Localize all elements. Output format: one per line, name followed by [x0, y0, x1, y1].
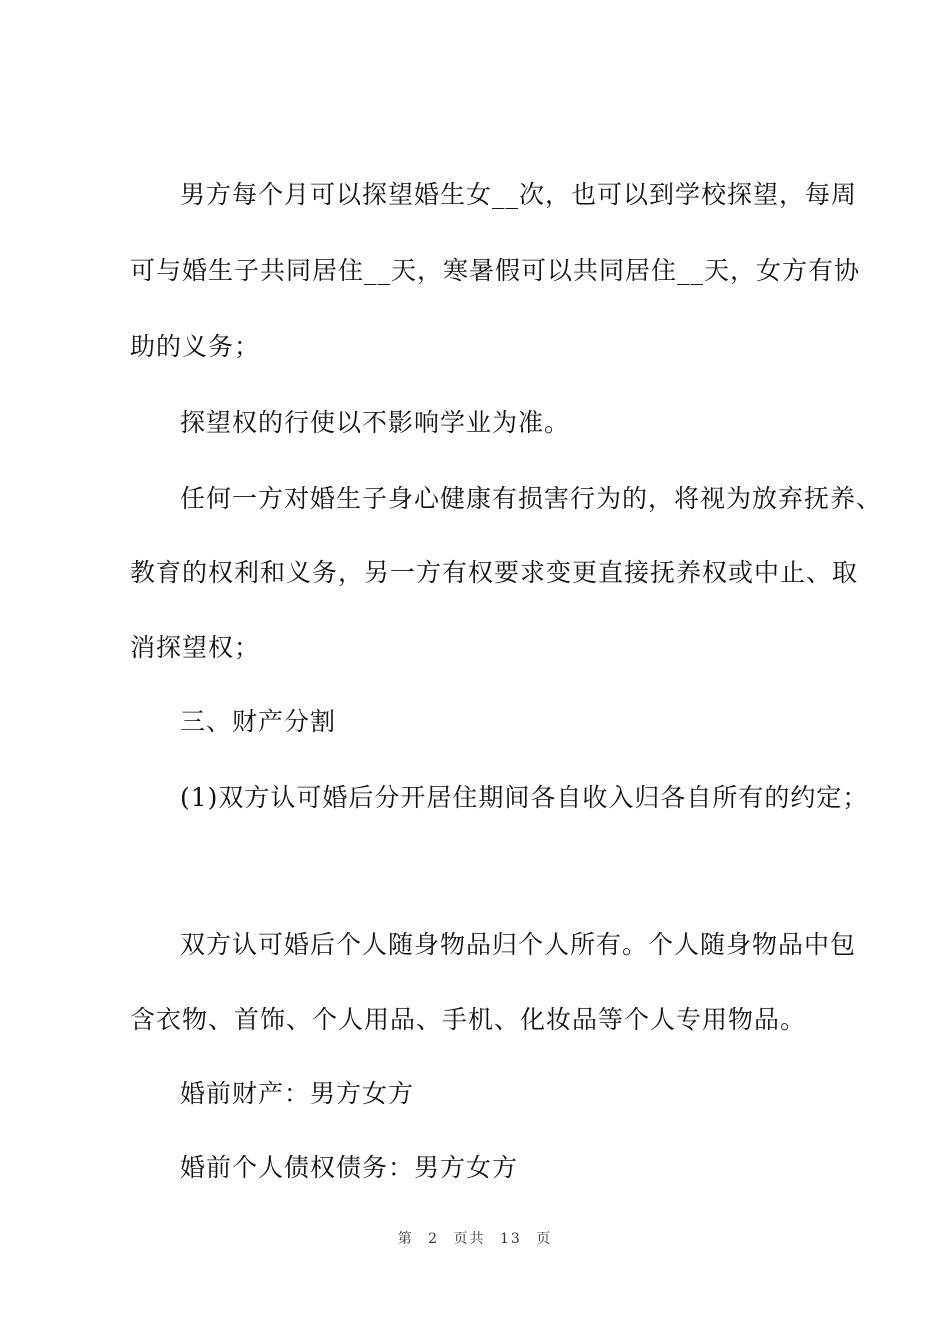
section-heading: 三、财产分割 [180, 707, 337, 736]
paragraph-line: 助的义务； [130, 332, 261, 361]
paragraph-line: 婚前个人债权债务：男方女方 [180, 1153, 519, 1182]
paragraph-line: 可与婚生子共同居住__天，寒暑假可以共同居住__天，女方有协 [130, 256, 861, 285]
paragraph-line: 双方认可婚后个人随身物品归个人所有。个人随身物品中包 [180, 930, 857, 959]
paragraph-line: (1)双方认可婚后分开居住期间各自收入归各自所有的约定； [180, 783, 869, 812]
paragraph-line: 探望权的行使以不影响学业为准。 [180, 408, 571, 437]
paragraph-line: 男方每个月可以探望婚生女__次，也可以到学校探望，每周 [180, 180, 858, 209]
paragraph-line: 消探望权； [130, 633, 261, 662]
paragraph-line: 含衣物、首饰、个人用品、手机、化妆品等个人专用物品。 [130, 1005, 807, 1034]
paragraph-line: 婚前财产：男方女方 [180, 1079, 415, 1108]
paragraph-line: 任何一方对婚生子身心健康有损害行为的，将视为放弃抚养、 [180, 484, 883, 513]
paragraph-line: 教育的权利和义务，另一方有权要求变更直接抚养权或中止、取 [130, 558, 859, 587]
page-number-footer: 第 2 页共 13 页 [397, 1231, 553, 1247]
